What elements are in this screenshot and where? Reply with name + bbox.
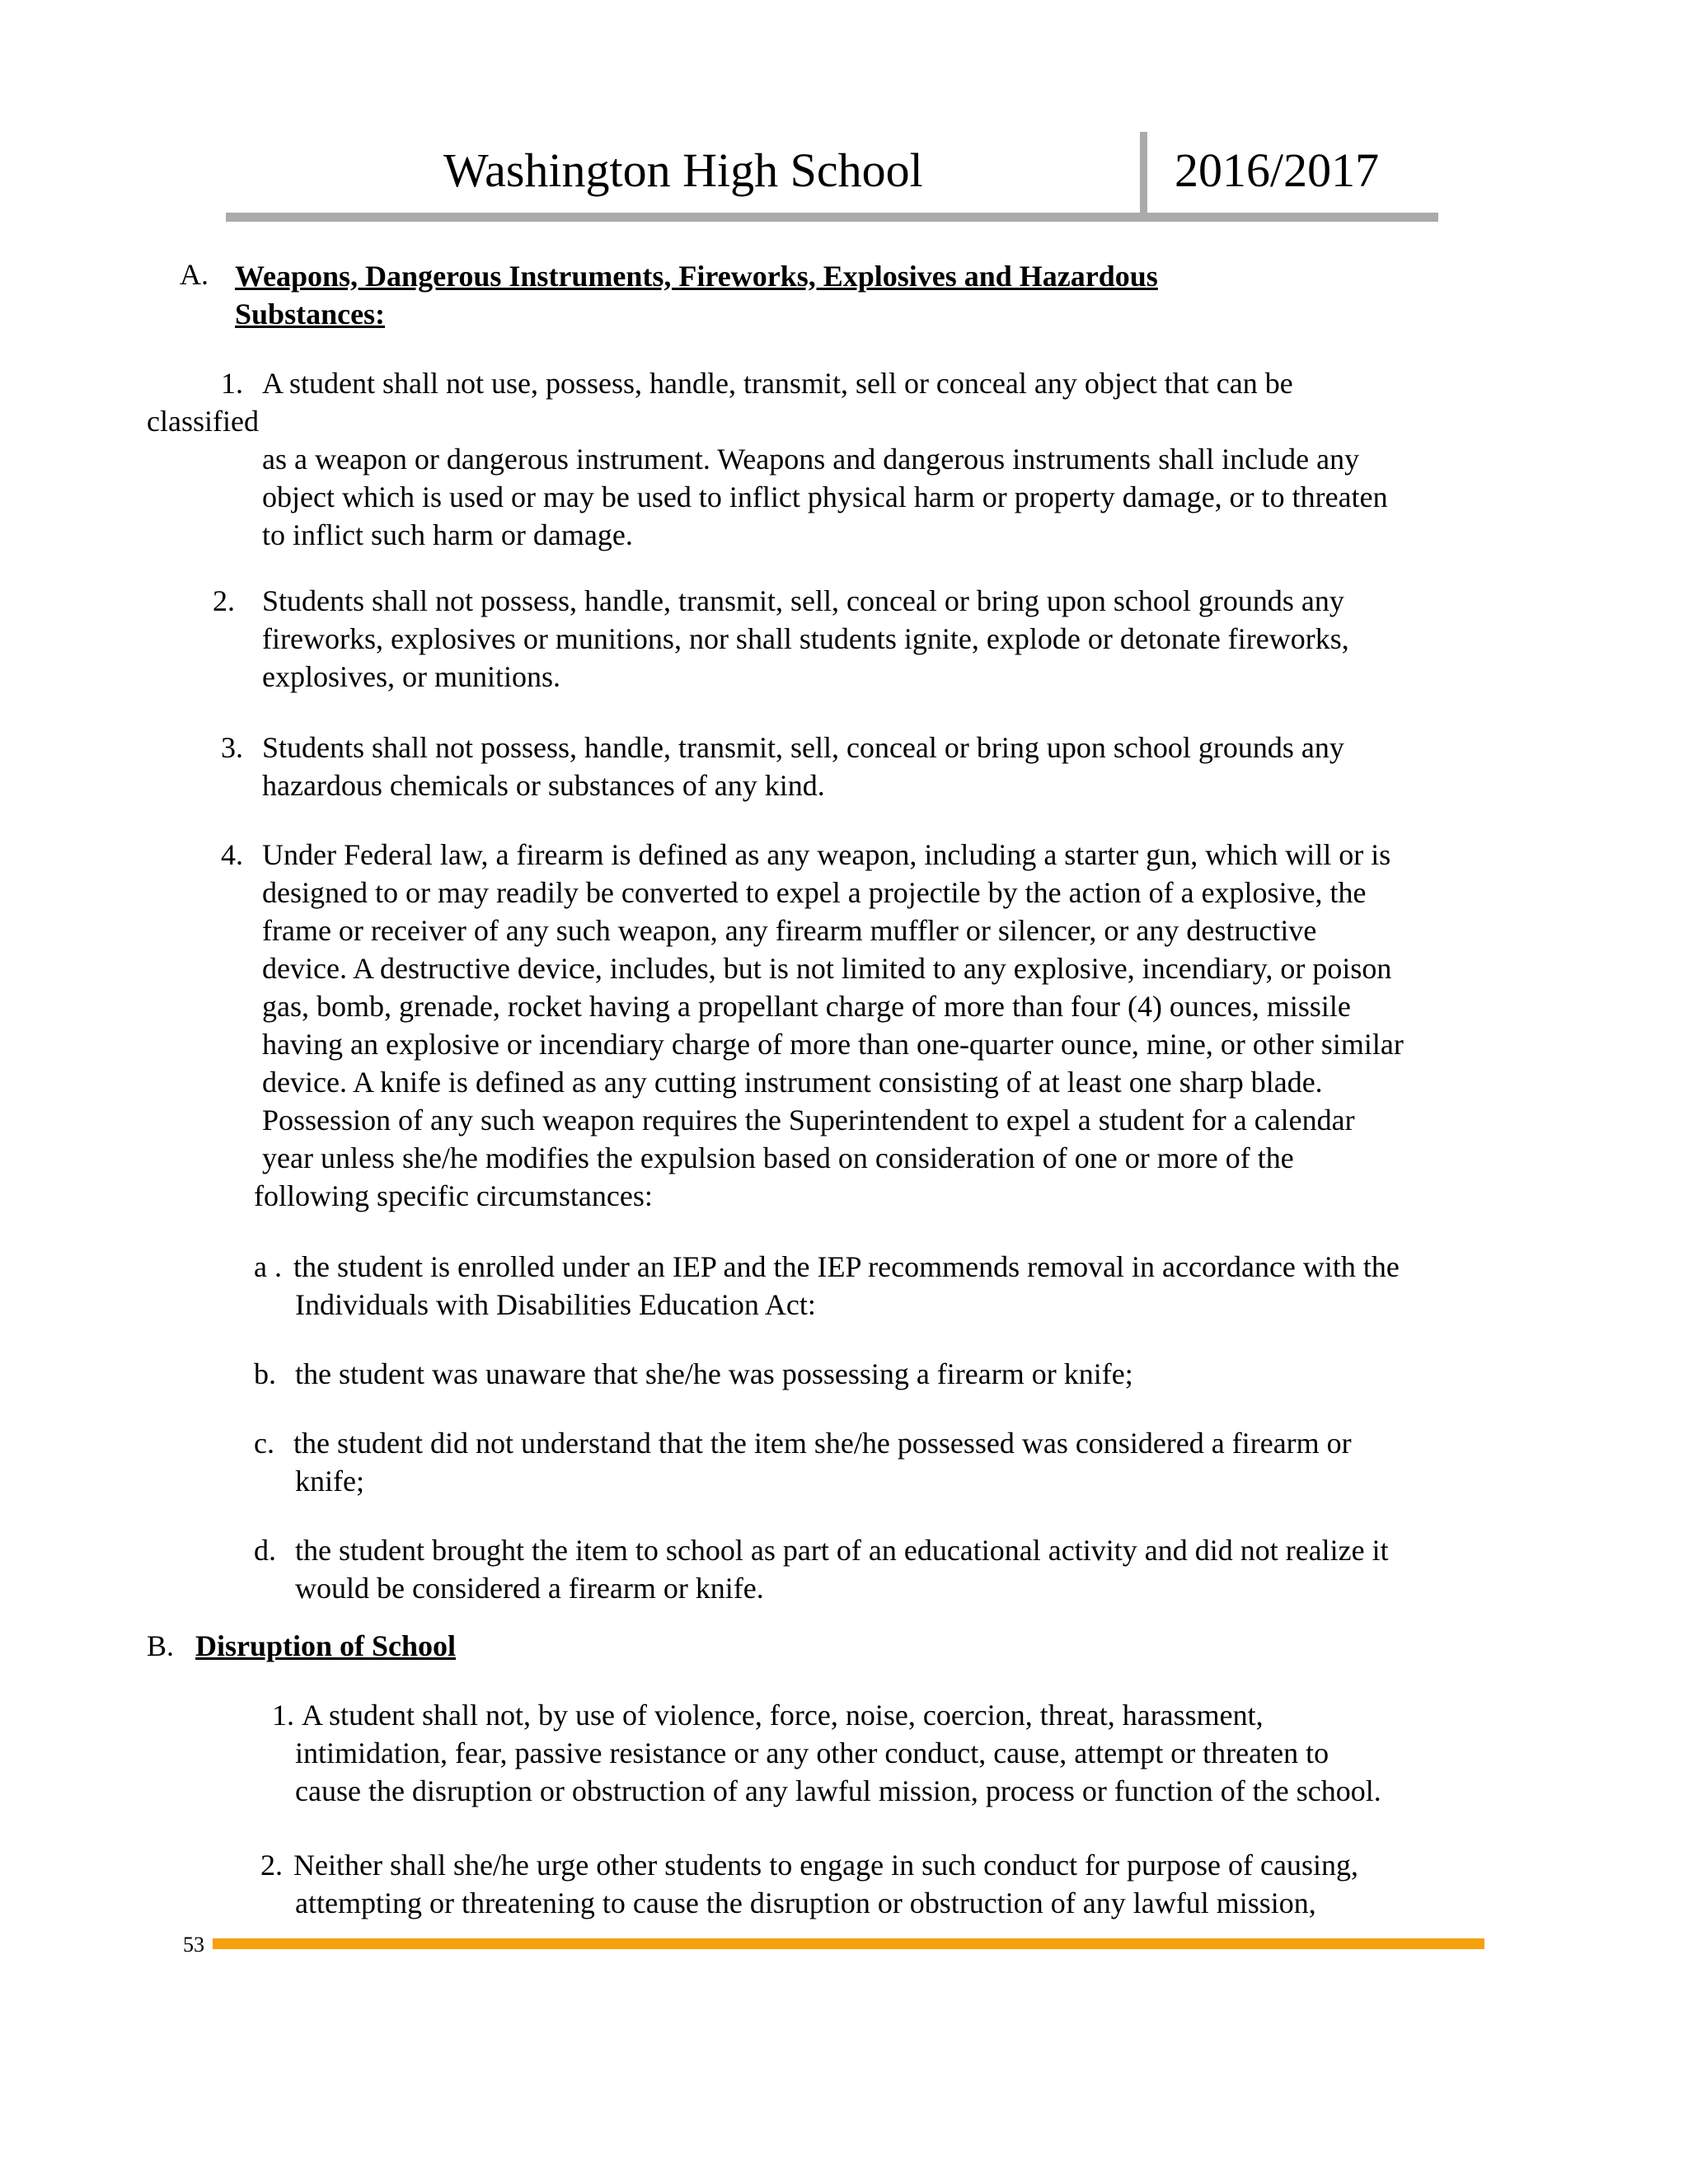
b-item1-number: 1.: [272, 1699, 294, 1732]
section-a-letter: A.: [180, 258, 209, 291]
sub-d-label: d.: [254, 1534, 276, 1567]
b-item2-line2: attempting or threatening to cause the disruption or obstruction of any lawful mission,: [295, 1886, 1316, 1919]
sub-b-line1: the student was unaware that she/he was possessing a firearm or knife;: [295, 1357, 1133, 1390]
sub-a-label: a .: [254, 1250, 282, 1283]
item2-number: 2.: [213, 584, 235, 617]
b-item1-body: [295, 1734, 1381, 1810]
item2-line2: fireworks, explosives or munitions, nor shall students ignite, explode or detonate fireworks,: [262, 622, 1349, 655]
b-item2-line1: Neither shall she/he urge other students to engage in such conduct for purpose of causing,: [293, 1849, 1358, 1882]
item2-line1: Students shall not possess, handle, transmit, sell, conceal or bring upon school grounds any: [262, 584, 1344, 617]
item1-line2: classified: [147, 405, 259, 438]
sub-a-line1: the student is enrolled under an IEP and the IEP recommends removal in accordance with the: [293, 1250, 1400, 1283]
item4-line6: having an explosive or incendiary charge of more than one-quarter ounce, mine, or other similar: [262, 1028, 1404, 1061]
header-divider: [1140, 132, 1147, 215]
item4-line7: device. A knife is defined as any cutting instrument consisting of at least one sharp blade.: [262, 1066, 1323, 1099]
school-year: 2016/2017: [1175, 143, 1380, 197]
item4-line9: year unless she/he modifies the expulsion based on consideration of one or more of the: [262, 1141, 1294, 1174]
section-a-title-line1: Weapons, Dangerous Instruments, Fireworks, Explosives and Hazardous: [235, 260, 1158, 293]
item3-line2: hazardous chemicals or substances of any kind.: [262, 769, 825, 802]
item4-line1: Under Federal law, a firearm is defined as any weapon, including a starter gun, which will or is: [262, 838, 1391, 871]
item1-number: 1.: [221, 367, 243, 400]
footer-bar: [213, 1938, 1484, 1949]
b-item1-line3: cause the disruption or obstruction of any lawful mission, process or function of the school.: [295, 1774, 1381, 1807]
item2-line3: explosives, or munitions.: [262, 660, 560, 693]
item2-body: [262, 582, 1349, 696]
item1-body: [262, 440, 1388, 554]
section-a-title: [235, 257, 1273, 333]
item4-line2: designed to or may readily be converted to expel a projectile by the action of a explosive, the: [262, 876, 1367, 909]
sub-d-line1: the student brought the item to school as part of an educational activity and did not realize it: [295, 1534, 1389, 1567]
sub-d-line2: would be considered a firearm or knife.: [295, 1572, 764, 1605]
item1-line1: A student shall not use, possess, handle, transmit, sell or conceal any object that can be: [262, 367, 1293, 400]
sub-c-label: c.: [254, 1427, 274, 1460]
item1-line5: to inflict such harm or damage.: [262, 518, 633, 551]
item4-line5: gas, bomb, grenade, rocket having a propellant charge of more than four (4) ounces, missile: [262, 990, 1351, 1023]
item1-line3: as a weapon or dangerous instrument. Weapons and dangerous instruments shall include any: [262, 443, 1360, 476]
b-item1-line2: intimidation, fear, passive resistance or any other conduct, cause, attempt or threaten to: [295, 1736, 1329, 1769]
item3-body: [262, 729, 1344, 804]
school-name: Washington High School: [443, 143, 923, 197]
item3-number: 3.: [221, 731, 243, 764]
item4-line8: Possession of any such weapon requires the Superintendent to expel a student for a calendar: [262, 1104, 1355, 1137]
item3-line1: Students shall not possess, handle, transmit, sell, conceal or bring upon school grounds any: [262, 731, 1344, 764]
b-item2-number: 2.: [260, 1849, 283, 1882]
section-b-letter: B.: [147, 1629, 175, 1662]
sub-a-line2: Individuals with Disabilities Education Act:: [295, 1288, 816, 1321]
sub-b-label: b.: [254, 1357, 276, 1390]
sub-c-line2: knife;: [295, 1465, 364, 1497]
sub-c-line1: the student did not understand that the item she/he possessed was considered a firearm or: [293, 1427, 1352, 1460]
b-item1-line1: A student shall not, by use of violence, force, noise, coercion, threat, harassment,: [302, 1699, 1264, 1732]
item4-line3: frame or receiver of any such weapon, any firearm muffler or silencer, or any destructive: [262, 914, 1317, 947]
page-number: 53: [183, 1933, 204, 1957]
header-rule: [226, 213, 1438, 222]
item4-line4: device. A destructive device, includes, but is not limited to any explosive, incendiary, or poison: [262, 952, 1392, 985]
section-b-title: Disruption of School: [195, 1629, 457, 1662]
item4-body: [262, 836, 1404, 1177]
item1-line4: object which is used or may be used to inflict physical harm or property damage, or to threaten: [262, 480, 1388, 513]
item4-number: 4.: [221, 838, 243, 871]
item4-line10: following specific circumstances:: [254, 1179, 653, 1212]
section-a-title-line2: Substances:: [235, 298, 386, 330]
